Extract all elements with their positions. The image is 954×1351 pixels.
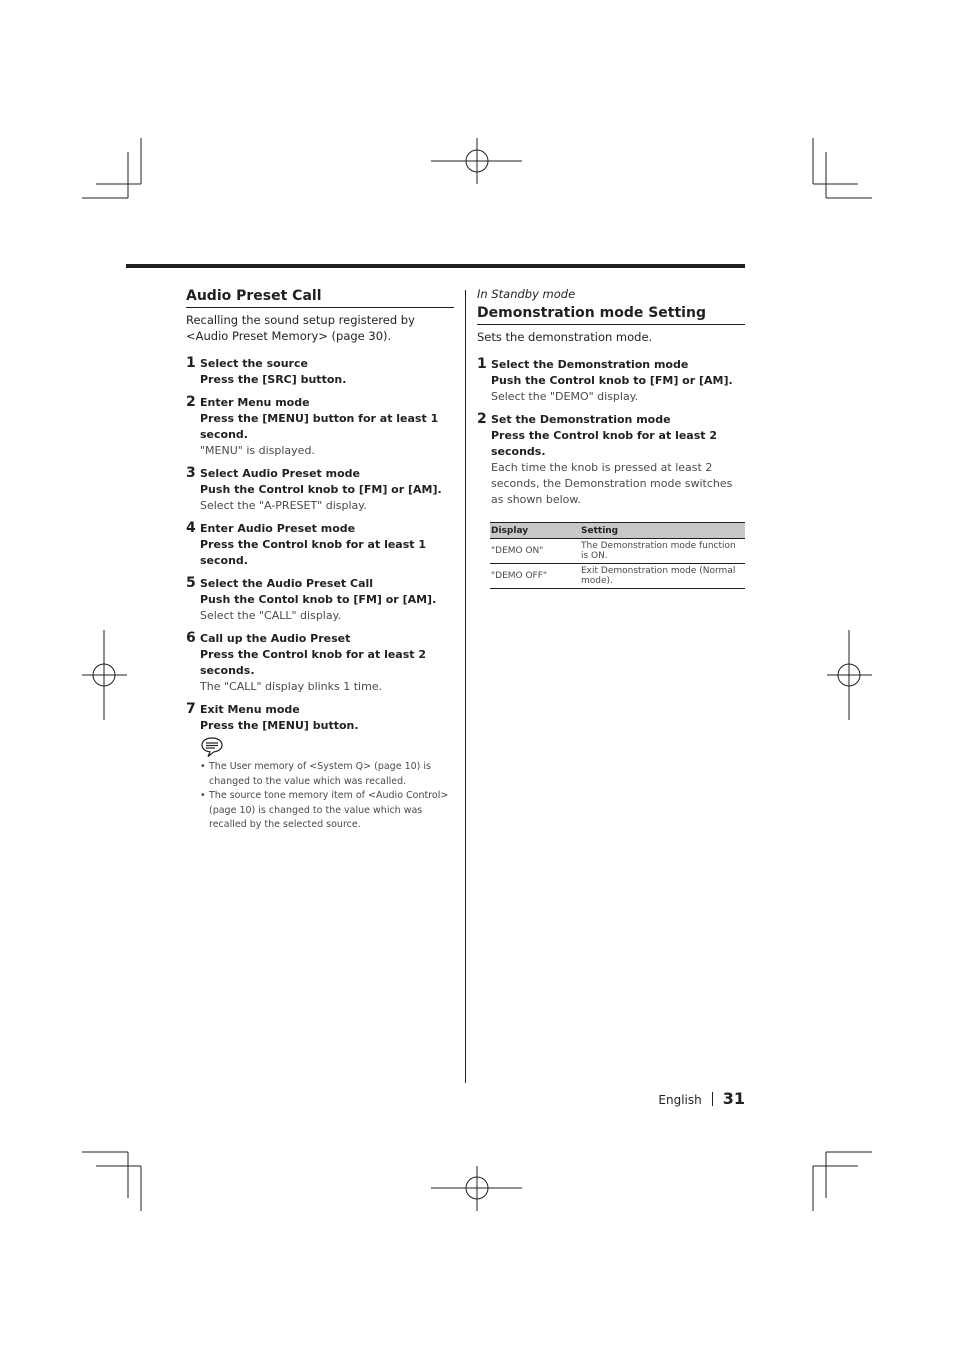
page-number: 31 <box>722 1089 745 1108</box>
step-heading: Enter Audio Preset mode <box>200 522 356 535</box>
step-number: 7 <box>186 701 196 717</box>
step-action: Press the Control knob for at least 1 second. <box>200 538 427 567</box>
step-action: Push the Contol knob to [FM] or [AM]. <box>200 593 437 606</box>
note-item: • The source tone memory item of <Audio Control> (page 10) is changed to the value which was recalled by the selected source. <box>200 789 454 833</box>
step-heading: Select Audio Preset mode <box>200 467 360 480</box>
table-header-row <box>490 523 745 539</box>
step-heading: Call up the Audio Preset <box>200 632 351 645</box>
table-cell: "DEMO ON" <box>490 539 580 564</box>
step-item <box>186 576 454 624</box>
table-cell: Exit Demonstration mode (Normal mode). <box>580 564 745 589</box>
settings-table <box>490 522 745 589</box>
step-heading: Set the Demonstration mode <box>491 413 671 426</box>
audio-preset-call-section <box>186 287 454 833</box>
step-heading: Select the source <box>200 357 308 370</box>
step-list <box>186 356 454 734</box>
section-intro: Sets the demonstration mode. <box>477 330 653 344</box>
step-action: Push the Control knob to [FM] or [AM]. <box>491 374 733 387</box>
demonstration-mode-section <box>477 286 745 589</box>
table-cell: "DEMO OFF" <box>490 564 580 589</box>
step-item <box>186 395 454 459</box>
step-list <box>477 357 745 508</box>
section-title: Audio Preset Call <box>186 287 454 308</box>
column-divider <box>465 290 466 1083</box>
section-title: Demonstration mode Setting <box>477 304 745 325</box>
step-item <box>186 521 454 569</box>
step-heading: Enter Menu mode <box>200 396 310 409</box>
footer-language: English <box>658 1093 702 1107</box>
table-row <box>490 539 745 564</box>
step-item <box>477 357 745 405</box>
step-number: 6 <box>186 630 196 646</box>
step-heading: Exit Menu mode <box>200 703 300 716</box>
step-note: Select the "A-PRESET" display. <box>200 499 367 512</box>
step-number: 2 <box>186 394 196 410</box>
step-number: 2 <box>477 411 487 427</box>
mode-label: In Standby mode <box>477 287 576 301</box>
note-item: • The User memory of <System Q> (page 10) is changed to the value which was recalled. <box>200 760 454 789</box>
step-heading: Select the Demonstration mode <box>491 358 689 371</box>
step-action: Press the Control knob for at least 2 seconds. <box>200 648 427 677</box>
step-item <box>186 466 454 514</box>
step-note: Each time the knob is pressed at least 2 seconds, the Demonstration mode switches as shown below. <box>491 461 733 506</box>
table-header-cell: Setting <box>580 523 745 539</box>
step-number: 1 <box>477 356 487 372</box>
step-item <box>186 356 454 388</box>
step-heading: Select the Audio Preset Call <box>200 577 374 590</box>
note-icon <box>200 736 224 758</box>
step-action: Press the [MENU] button. <box>200 719 359 732</box>
header-rule <box>126 264 745 268</box>
step-action: Press the [MENU] button for at least 1 second. <box>200 412 439 441</box>
page-footer <box>640 1089 745 1108</box>
step-action: Press the [SRC] button. <box>200 373 347 386</box>
footer-separator <box>712 1092 713 1106</box>
step-action: Push the Control knob to [FM] or [AM]. <box>200 483 442 496</box>
table-header-cell: Display <box>490 523 580 539</box>
step-item <box>186 702 454 734</box>
step-note: Select the "DEMO" display. <box>491 390 639 403</box>
table-cell: The Demonstration mode function is ON. <box>580 539 745 564</box>
step-number: 3 <box>186 465 196 481</box>
step-note: The "CALL" display blinks 1 time. <box>200 680 383 693</box>
step-item <box>477 412 745 508</box>
notes-list <box>186 760 454 833</box>
step-number: 5 <box>186 575 196 591</box>
table-row <box>490 564 745 589</box>
step-number: 1 <box>186 355 196 371</box>
step-note: Select the "CALL" display. <box>200 609 342 622</box>
section-intro: Recalling the sound setup registered by <Audio Preset Memory> (page 30). <box>186 313 415 343</box>
step-note: "MENU" is displayed. <box>200 444 315 457</box>
step-item <box>186 631 454 695</box>
step-action: Press the Control knob for at least 2 seconds. <box>491 429 718 458</box>
step-number: 4 <box>186 520 196 536</box>
